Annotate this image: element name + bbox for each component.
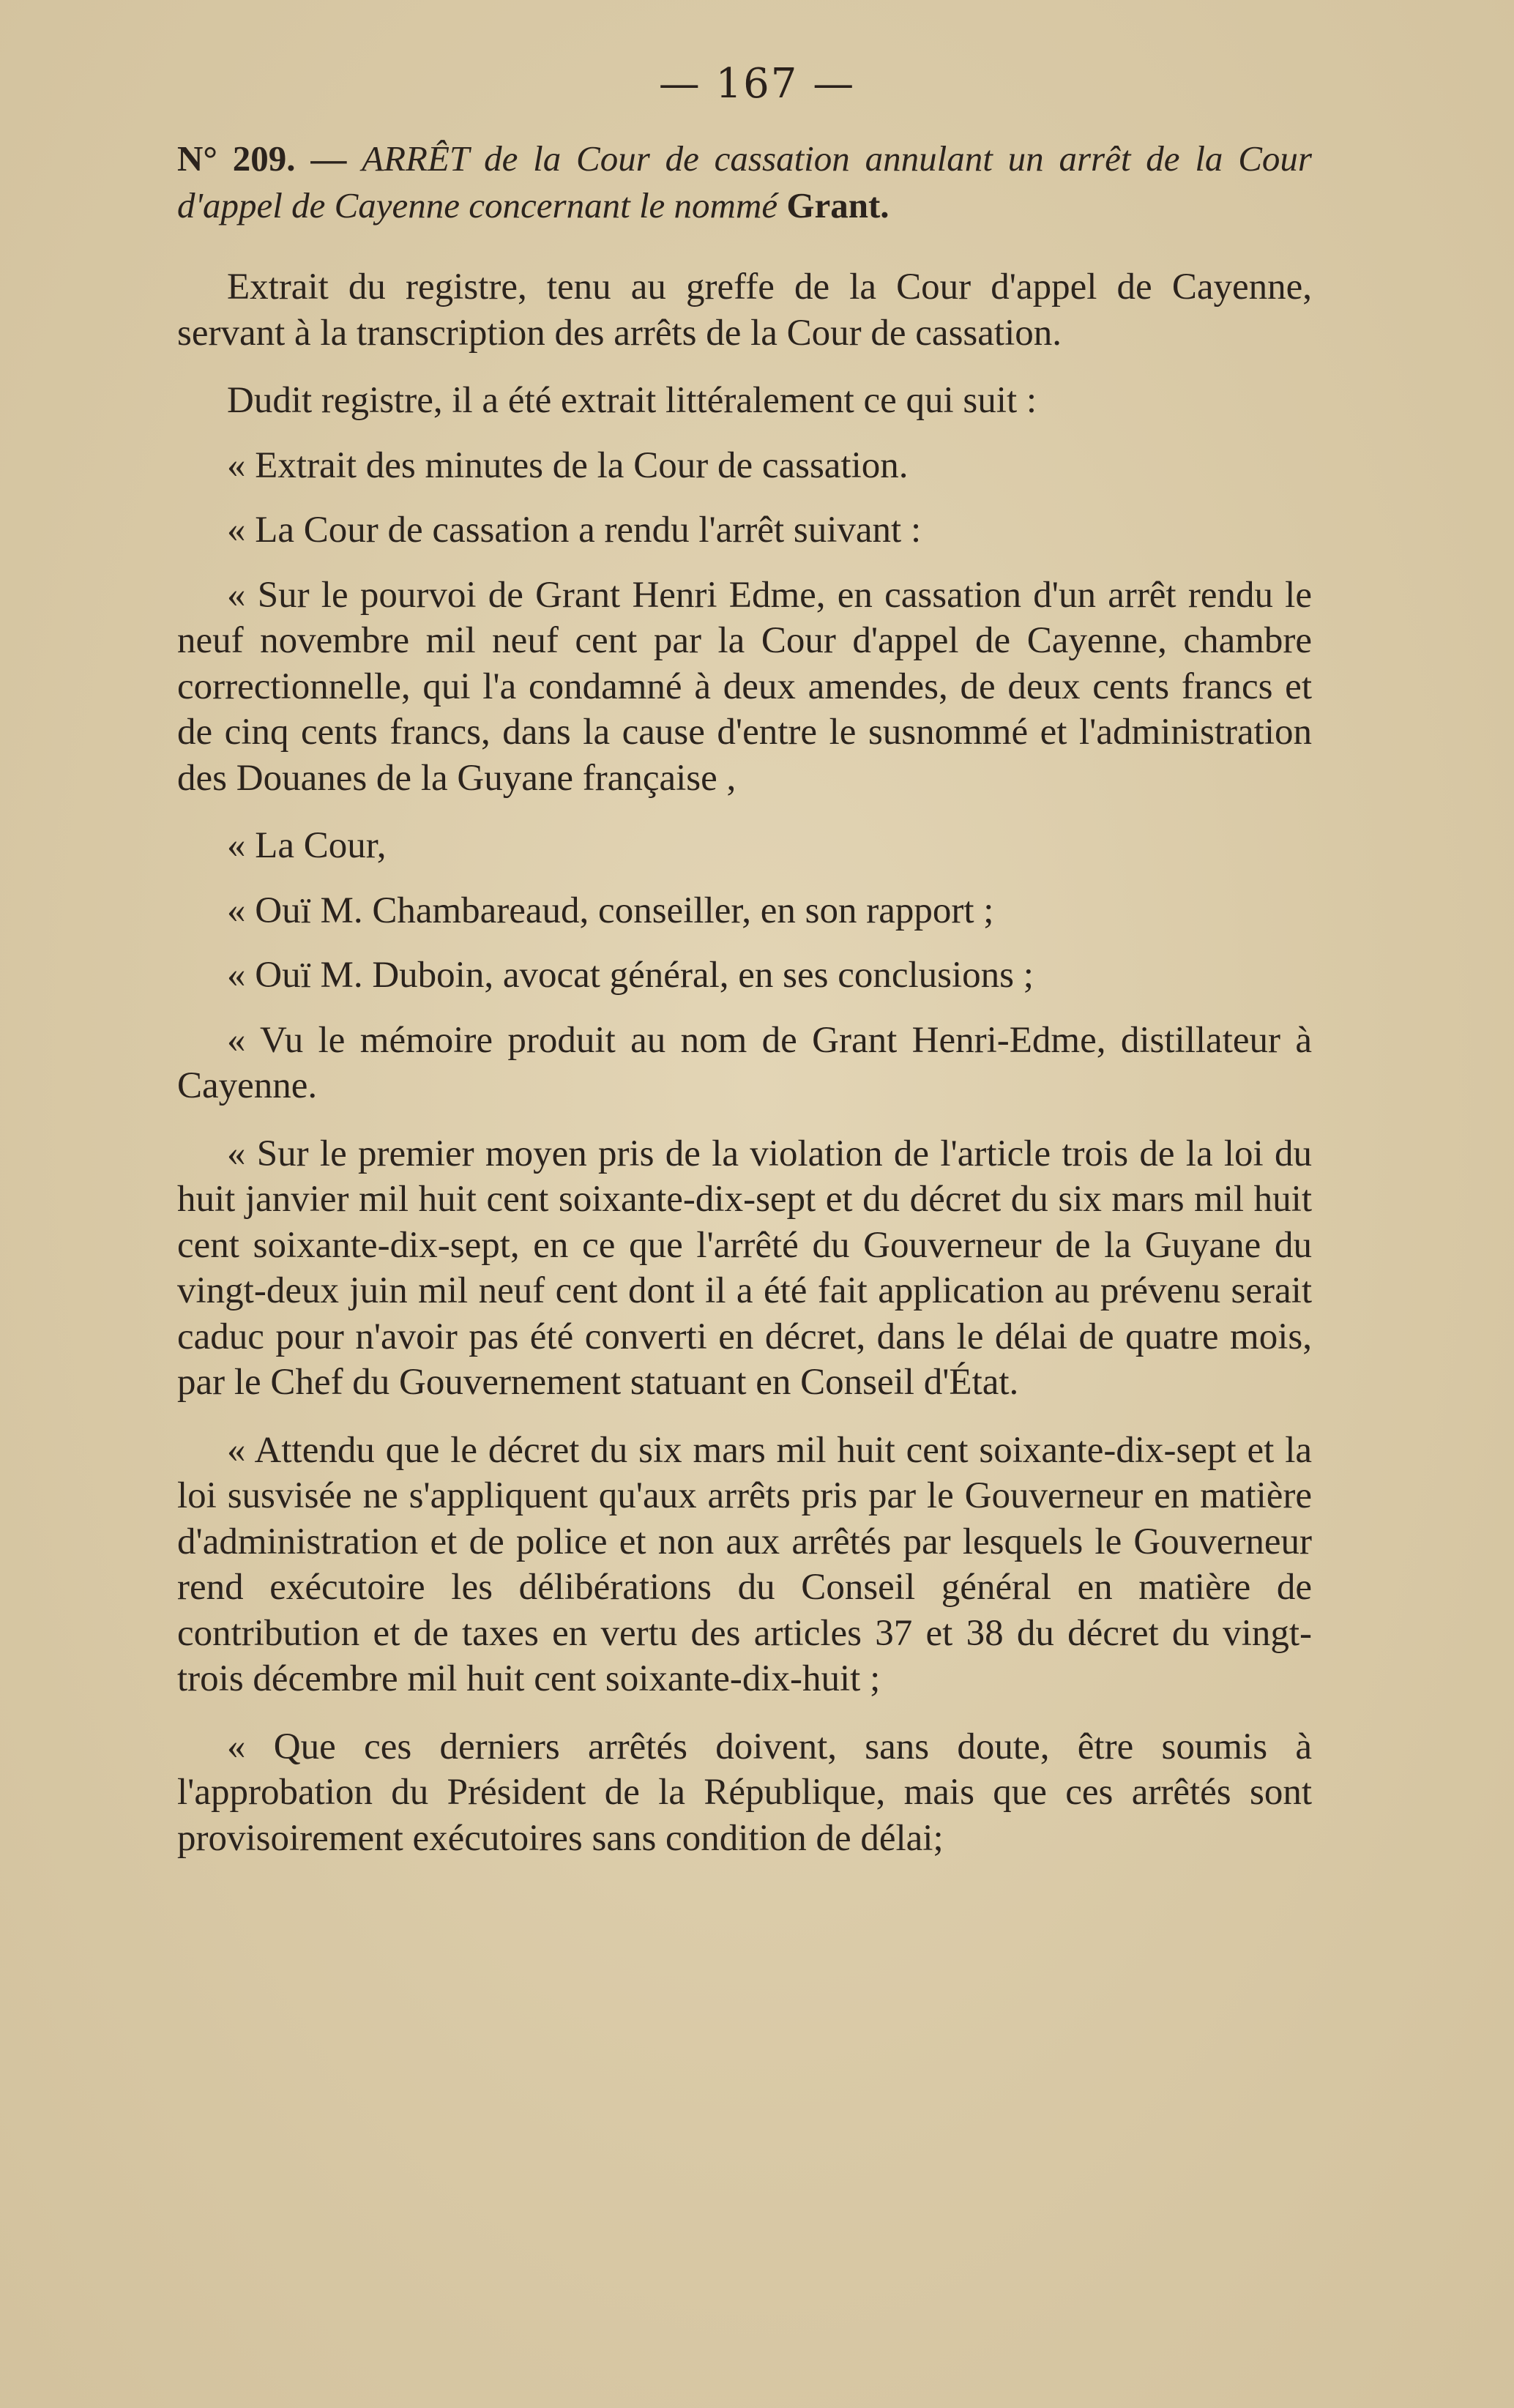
- document-body: [177, 135, 1312, 1883]
- paragraph-extrait-minutes: « Extrait des minutes de la Cour de cassation.: [227, 444, 909, 486]
- paragraph-la-cour: « La Cour,: [227, 825, 387, 866]
- heading-number: N° 209. —: [177, 138, 347, 179]
- heading-title: ARRÊT de la Cour de cassation annulant un arrêt de la Cour d'appel de Cayenne concernant le nommé: [177, 138, 1312, 225]
- paragraph-memoire: « Vu le mémoire produit au nom de Grant Henri-Edme, distillateur à Cayenne.: [177, 1019, 1312, 1106]
- paragraph-arret-suivant: « La Cour de cassation a rendu l'arrêt suivant :: [227, 510, 922, 551]
- paragraph-rapport: « Ouï M. Chambareaud, conseiller, en son rapport ;: [227, 890, 994, 931]
- paragraph-pourvoi: « Sur le pourvoi de Grant Henri Edme, en cassation d'un arrêt rendu le neuf novembre mil neuf cent par la Cour d'appel de Cayenne, chambre correctionnelle, qui l'a condamné à deux amendes, de deux cents francs et de cinq cents francs, dans la cause d'entre le susnommé et l'administration des Douanes de la Guyane française ,: [177, 574, 1312, 799]
- paragraph-dudit-registre: Dudit registre, il a été extrait littéralement ce qui suit :: [227, 380, 1037, 421]
- page-number: — 167 —: [658, 60, 856, 108]
- heading-name: Grant.: [786, 185, 890, 225]
- paragraph-derniers-arretes: « Que ces derniers arrêtés doivent, sans doute, être soumis à l'approbation du Président de la République, mais que ces arrêtés sont provisoirement exécutoires sans condition de délai;: [177, 1726, 1312, 1859]
- paragraph-premier-moyen: « Sur le premier moyen pris de la violation de l'article trois de la loi du huit janvier mil huit cent soixante-dix-sept et du décret du six mars mil huit cent soixante-dix-sept, en ce que l'arrêté du Gouverneur de la Guyane du vingt-deux juin mil neuf cent dont il a été fait application au prévenu serait caduc pour n'avoir pas été converti en décret, dans le délai de quatre mois, par le Chef du Gouvernement statuant en Conseil d'État.: [177, 1133, 1312, 1403]
- document-heading: [177, 135, 1312, 229]
- paragraph-attendu: « Attendu que le décret du six mars mil huit cent soixante-dix-sept et la loi susvisée ne s'appliquent qu'aux arrêts pris par le Gouverneur en matière d'administration et de police et non aux arrêtés par lesquels le Gouverneur rend exécutoire les délibérations du Conseil général en matière de contribution et de taxes en vertu des articles 37 et 38 du décret du vingt-trois décembre mil huit cent soixante-dix-huit ;: [177, 1429, 1312, 1699]
- paragraph-conclusions: « Ouï M. Duboin, avocat général, en ses conclusions ;: [227, 955, 1034, 996]
- paragraph-extract-register: Extrait du registre, tenu au greffe de la Cour d'appel de Cayenne, servant à la transcription des arrêts de la Cour de cassation.: [177, 266, 1312, 354]
